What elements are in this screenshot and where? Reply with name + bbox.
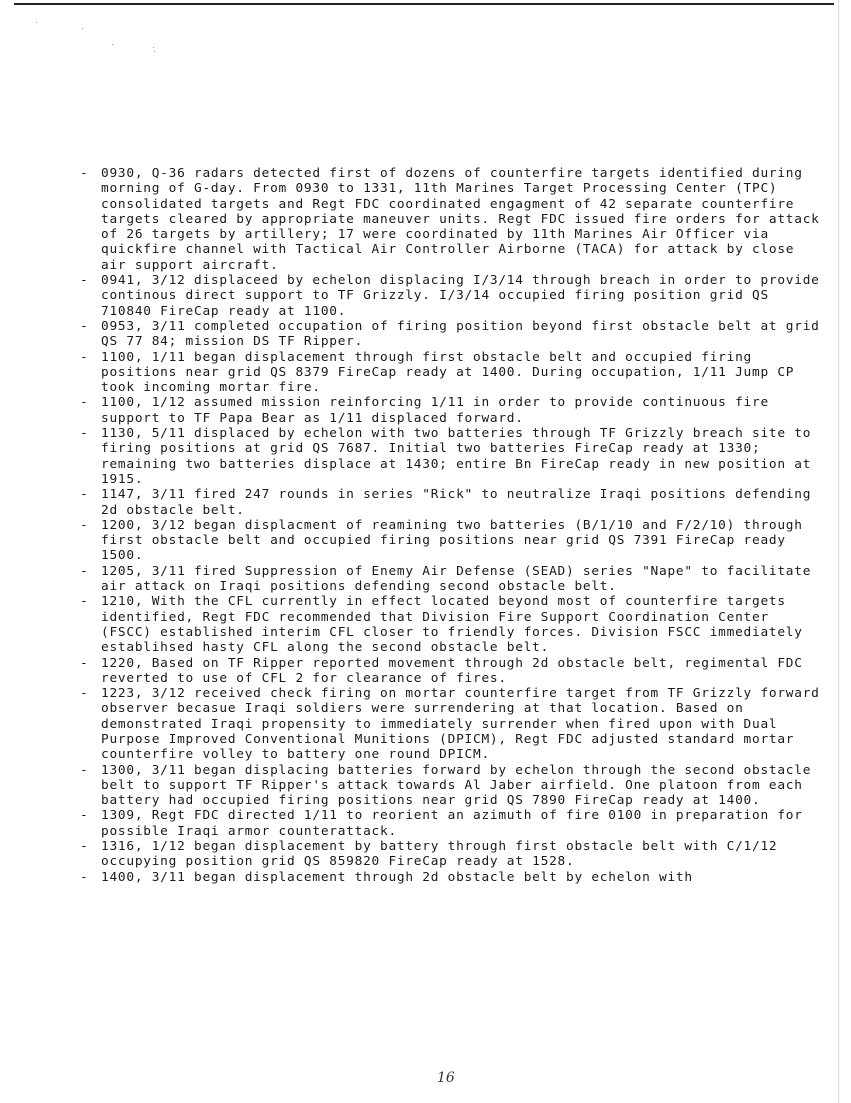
chronology-entry (80, 350, 828, 396)
chronology-entry (80, 518, 828, 564)
chronology-entry (80, 487, 828, 518)
chronology-entry (80, 763, 828, 809)
list-bullet: - (80, 318, 89, 334)
list-bullet: - (80, 166, 89, 181)
list-bullet: - (80, 686, 89, 702)
scan-speck (36, 22, 37, 23)
chronology-entry (80, 166, 828, 273)
entry-text: 1309, Regt FDC directed 1/11 to reorient an azimuth of fire 0100 in preparation for possible Iraqi armor counterattack. (101, 808, 803, 839)
list-bullet: - (80, 395, 89, 411)
entry-text: 1200, 3/12 began displacment of reamining two batteries (B/1/10 and F/2/10) through first obstacle belt and occupied firing positions near grid QS 7391 FireCap ready 1500. (101, 517, 803, 564)
chronology-entry (80, 564, 828, 595)
scan-speck (82, 28, 83, 29)
entry-text: 0953, 3/11 completed occupation of firing position beyond first obstacle belt at grid QS 77 84; mission DS TF Ripper. (101, 318, 820, 350)
entry-text: 1400, 3/11 began displacement through 2d obstacle belt by echelon with (101, 869, 693, 885)
chronology-entry (80, 808, 828, 839)
entry-text: 1316, 1/12 began displacement by battery through first obstacle belt with C/1/12 occupying position grid QS 859820 FireCap ready at 1528. (101, 839, 778, 870)
list-bullet: - (80, 273, 89, 289)
list-bullet: - (80, 808, 89, 824)
entry-text: 1147, 3/11 fired 247 rounds in series "Rick" to neutralize Iraqi positions defending 2d obstacle belt. (101, 487, 812, 518)
chronology-entry (80, 656, 828, 687)
list-bullet: - (80, 655, 89, 671)
list-bullet: - (80, 869, 89, 885)
scan-speck (112, 44, 113, 45)
entry-text: 1300, 3/11 began displacing batteries forward by echelon through the second obstacle belt to support TF Ripper's attack towards Al Jaber airfield. One platoon from each battery had occupied firing positions near grid QS 7890 FireCap ready at 1400. (101, 762, 812, 809)
list-bullet: - (80, 563, 89, 579)
scan-speck (153, 47, 154, 48)
chronology-entry (80, 839, 828, 870)
list-bullet: - (80, 839, 89, 855)
list-bullet: - (80, 426, 89, 442)
chronology-entry (80, 426, 828, 487)
list-bullet: - (80, 517, 89, 533)
list-bullet: - (80, 487, 89, 503)
chronology-entry (80, 395, 828, 426)
entry-text: 1220, Based on TF Ripper reported movement through 2d obstacle belt, regimental FDC reverted to use of CFL 2 for clearance of fires. (101, 655, 803, 686)
chronology-entry-list (80, 166, 828, 885)
entry-text: 1100, 1/12 assumed mission reinforcing 1/11 in order to provide continuous fire support to TF Papa Bear as 1/11 displaced forward. (101, 395, 769, 426)
entry-text: 0941, 3/12 displaceed by echelon displacing I/3/14 through breach in order to provide continous direct support to TF Grizzly. I/3/14 occupied firing position grid QS 710840 FireCap ready at 1100. (101, 273, 820, 319)
chronology-entry (80, 870, 828, 885)
entry-text: 1100, 1/11 began displacement through first obstacle belt and occupied firing positions near grid QS 8379 FireCap ready at 1400. During occupation, 1/11 Jump CP took incoming mortar fire. (101, 349, 795, 396)
entry-text: 1223, 3/12 received check firing on mortar counterfire target from TF Grizzly forward observer becasue Iraqi soldiers were surrendering at that location. Based on demonstrated Iraqi propensity to immediately surrender when fired upon with Dual Purpose Improved Conventional Munitions (DPICM), Regt FDC adjusted standard mortar counterfire volley to battery one round DPICM. (101, 686, 820, 763)
list-bullet: - (80, 762, 89, 778)
chronology-entry (80, 594, 828, 655)
page-right-edge (838, 0, 839, 1103)
top-border-line (14, 3, 834, 5)
chronology-entry (80, 273, 828, 319)
chronology-entry (80, 319, 828, 350)
chronology-entry (80, 686, 828, 762)
entry-text: 1130, 5/11 displaced by echelon with two batteries through TF Grizzly breach site to firing positions at grid QS 7687. Initial two batteries FireCap ready at 1330; remaining two batteries displace at 1430; entire Bn FireCap ready in new position at 1915. (101, 426, 812, 487)
list-bullet: - (80, 349, 89, 365)
page-number: 16 (437, 1070, 455, 1086)
list-bullet: - (80, 594, 89, 610)
scan-speck (154, 51, 155, 52)
entry-text: 1210, With the CFL currently in effect located beyond most of counterfire targets identified, Regt FDC recommended that Division Fire Support Coordination Center (FSCC) established interim CFL closer to friendly forces. Division FSCC immediately establihsed hasty CFL along the second obstacle belt. (101, 594, 803, 656)
entry-text: 1205, 3/11 fired Suppression of Enemy Air Defense (SEAD) series "Nape" to facilitate air attack on Iraqi positions defending second obstacle belt. (101, 563, 812, 595)
entry-text: 0930, Q-36 radars detected first of dozens of counterfire targets identified during morning of G-day. From 0930 to 1331, 11th Marines Target Processing Center (TPC) consolidated targets and Regt FDC coordinated engagment of 42 separate counterfire targets cleared by appropriate maneuver units. Regt FDC issued fire orders for attack of 26 targets by artillery; 17 were coordinated by 11th Marines Air Officer via quickfire channel with Tactical Air Controller Airborne (TACA) for attack by close air support aircraft. (101, 166, 820, 273)
